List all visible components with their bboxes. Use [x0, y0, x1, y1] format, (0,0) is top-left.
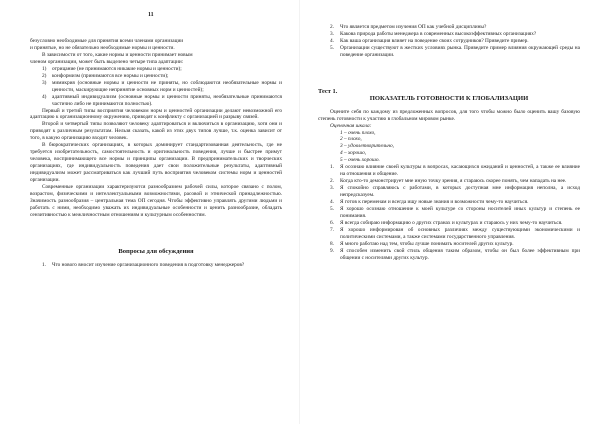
scale-item: 5 – очень хорошо.	[340, 157, 380, 164]
test-item: 7. Я хорошо информирован об основных различиях между существующими экономическими и политическими системами, а также системами государственного управления.	[330, 226, 580, 240]
adaptation-list	[30, 66, 282, 108]
text-line: и принятые, но не обязательно необходимые нормы и ценности.	[30, 44, 175, 51]
text-line: членом организации, может быть выделено четыре типа адаптации:	[30, 58, 184, 65]
test-item: 8. Я много работаю над тем, чтобы лучше понимать носителей других культур.	[330, 240, 514, 247]
scale-item: 4 – хорошо,	[340, 150, 367, 157]
test-item: 1. Я осознаю влияние своей культуры в вопросах, касающихся ожиданий и ценностей, а также ее влияние на отношения и общение.	[330, 164, 580, 178]
scale-item: 3 – удовлетворительно,	[340, 143, 394, 150]
list-item: 1) отрицание (не принимаются никакие нормы и ценности);	[42, 65, 182, 72]
paragraph: Современные организации характеризуются разнообразием рабочей силы, которое связано с полом, возрастом, физическими и интеллектуальными возможностями, расовой и этнической принадлежностью. Значимость разнообразия – центральная тема ОП сегодня. Чтобы эффективно управлять другими людьми и работать с ними, необходимо уважать их индивидуальные особенности и ценить разнообразие, обладать сензитивностью к межличностным отношениям и культурным особенностям.	[30, 184, 282, 218]
question-item: 3. Какова природа работы менеджера в современных высокоэффективных организациях?	[330, 30, 537, 37]
paragraph: Второй и четвертый типы позволяют человеку адаптироваться и включиться в организацию, хотя они и приводят к различным результатам. Нельзя сказать, какой из этих двух типов лучше, т.к. оценка зависит от того, в какую организацию входит человек.	[30, 121, 282, 142]
test-label: Тест 1.	[318, 87, 338, 95]
right-page	[300, 0, 600, 424]
question-item: 2. Что является предметом изучения ОП как учебной дисциплины?	[330, 24, 487, 30]
scale-item: 2 – плохо,	[340, 136, 362, 143]
list-item: 3) мимикрия (основные нормы и ценности не приняты, но соблюдаются необязательные нормы и ценности, маскирующие непринятие основных норм и ценностей);	[42, 79, 282, 93]
question-item: 5. Организации существуют в жестких условиях рынка. Приведите пример влияния окружающей среды на поведение организации.	[330, 44, 580, 58]
test-item: 4. Я готов к переменам и всегда ищу новые знания и возможности чему-то научиться.	[330, 199, 529, 206]
test-item: 2. Когда кто-то демонстрирует мне иную точку зрения, я стараюсь скорее понять, чем нападать на нее.	[330, 178, 567, 185]
question-item: 4. Как ваша организация влияет на поведение своих сотрудников? Приведите пример.	[330, 37, 529, 44]
page-number: 11	[148, 12, 154, 18]
list-item: 2) конформизм (принимаются все нормы и ценности);	[42, 72, 169, 79]
paragraph: Первый и третий типы восприятия человеком норм и ценностей организации делают невозможной его адаптацию к организационному окружению, приводят к конфликту с организацией и разрыву связей.	[30, 107, 282, 121]
text-line: безусловно необходимые для принятия всеми членами организации	[30, 38, 184, 44]
test-item: 3. Я спокойно справляюсь с работами, в которых доступная мне информация неполна, а исход непредсказуем.	[330, 185, 580, 199]
page-body	[30, 38, 282, 269]
paragraph: В бюрократических организациях, в которых доминирует стандартизованная деятельность, где не требуется изобретательность, самостоятельность и оригинальность поведения, лучше и быстрее примут человека, воспринимающего все нормы и принципы организации. В предпринимательских и творческих организациях, где индивидуальность поведения дает свои положительные результаты, адаптивный индивидуализм может рассматриваться как лучший путь восприятия человеком системы норм и ценностей организации.	[30, 142, 282, 184]
test-item: 6. Я всегда собираю информацию о других странах и культурах и стараюсь у них чему-то научиться.	[330, 219, 563, 226]
test-item: 5. Я хорошо осознаю отношение к моей культуре со стороны носителей иных культур и степень ее понимания.	[330, 206, 580, 219]
page-body	[318, 24, 580, 262]
text-line: В зависимости от того, какие нормы и ценности принимает новым	[42, 51, 193, 58]
question-item: 1. Что нового вносит изучение организационного поведения в подготовку менеджеров?	[42, 261, 245, 268]
test-item: 9. Я способен изменить свой стиль общения таким образом, чтобы он был более эффективным при общении с носителями других культур.	[330, 247, 580, 261]
section-title: Вопросы для обсуждения	[118, 247, 194, 255]
scale-title: Оценочная шкала:	[330, 122, 372, 129]
scale-item: 1 – очень плохо,	[340, 129, 376, 136]
list-item: 4) адаптивный индивидуализм (основные нормы и ценности приняты, необязательные принимаются частично либо не принимаются полностью).	[42, 93, 282, 107]
test-title: ПОКАЗАТЕЛЬ ГОТОВНОСТИ К ГЛОБАЛИЗАЦИИ	[369, 94, 529, 102]
test-intro: Оцените себя по каждому из предложенных вопросов, для того чтобы можно было оценить вашу базовую степень готовности к участию в глобальном мировом рынке.	[318, 108, 580, 122]
